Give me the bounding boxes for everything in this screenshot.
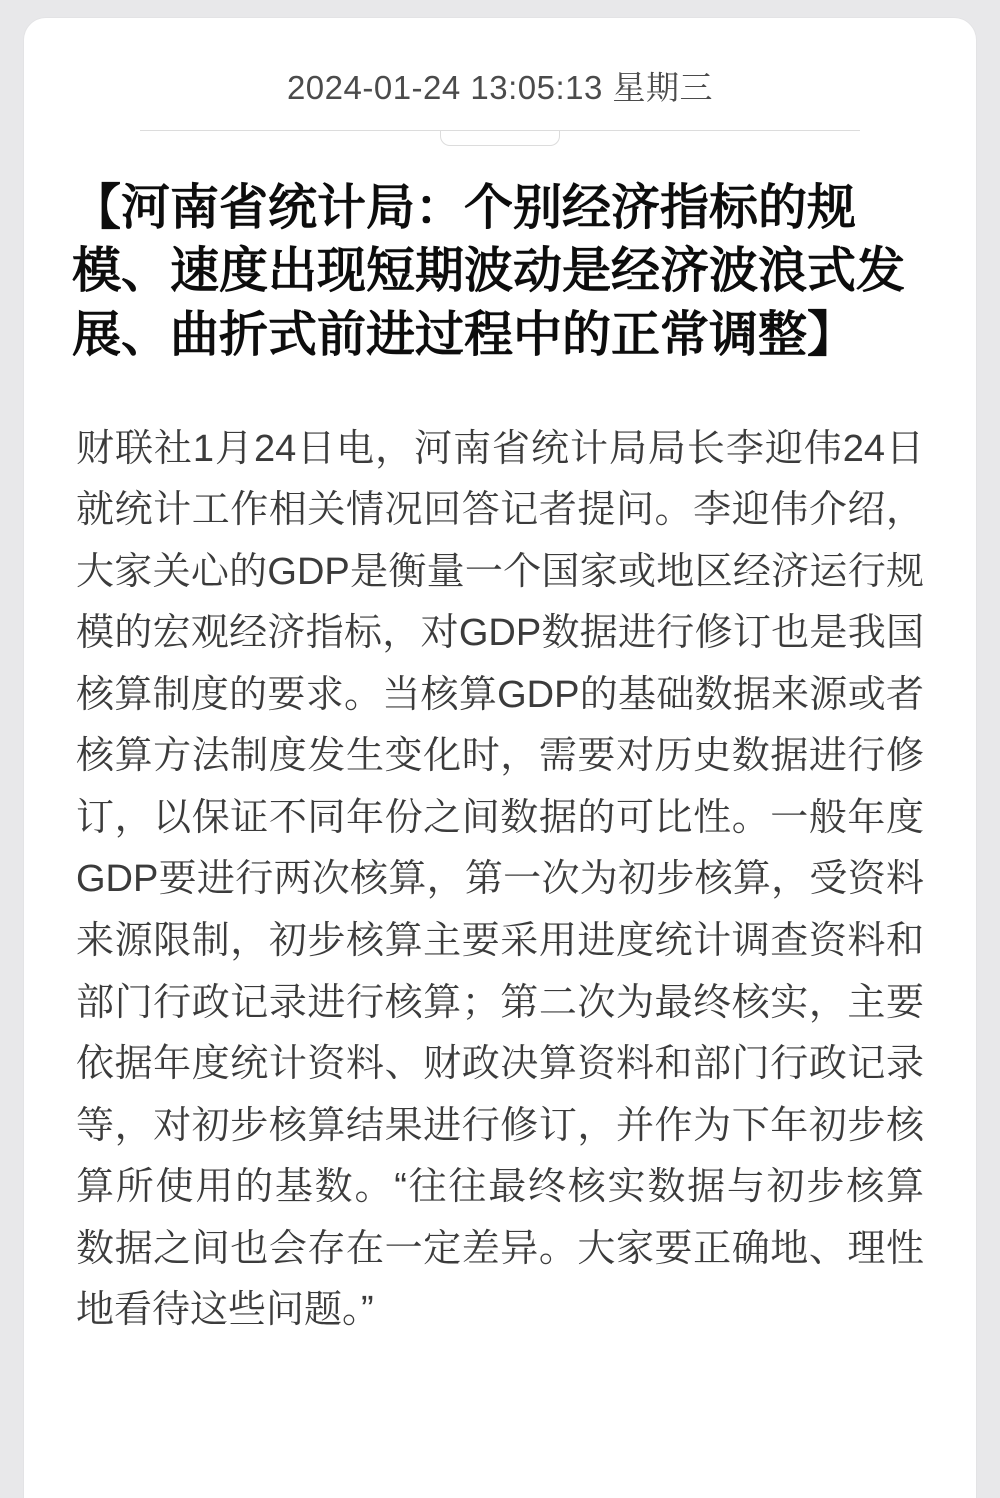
divider-notch	[440, 130, 560, 146]
article-card	[24, 18, 976, 1498]
article-body	[76, 419, 924, 1342]
header-divider	[24, 130, 976, 170]
article-body-paragraph: 财联社1月24日电，河南省统计局局长李迎伟24日就统计工作相关情况回答记者提问。李迎伟介绍，大家关心的GDP是衡量一个国家或地区经济运行规模的宏观经济指标，对GDP数据进行修订也是我国核算制度的要求。当核算GDP的基础数据来源或者核算方法制度发生变化时，需要对历史数据进行修订，以保证不同年份之间数据的可比性。一般年度GDP要进行两次核算，第一次为初步核算，受资料来源限制，初步核算主要采用进度统计调查资料和部门行政记录进行核算；第二次为最终核实，主要依据年度统计资料、财政决算资料和部门行政记录等，对初步核算结果进行修订，并作为下年初步核算所使用的基数。“往往最终核实数据与初步核算数据之间也会存在一定差异。大家要正确地、理性地看待这些问题。”	[76, 427, 924, 1332]
article-timestamp: 2024-01-24 13:05:13 星期三	[286, 69, 714, 106]
timestamp-container	[24, 18, 976, 108]
page-title: 【河南省统计局：个别经济指标的规模、速度出现短期波动是经济波浪式发展、曲折式前进过程中的正常调整】	[72, 177, 906, 363]
